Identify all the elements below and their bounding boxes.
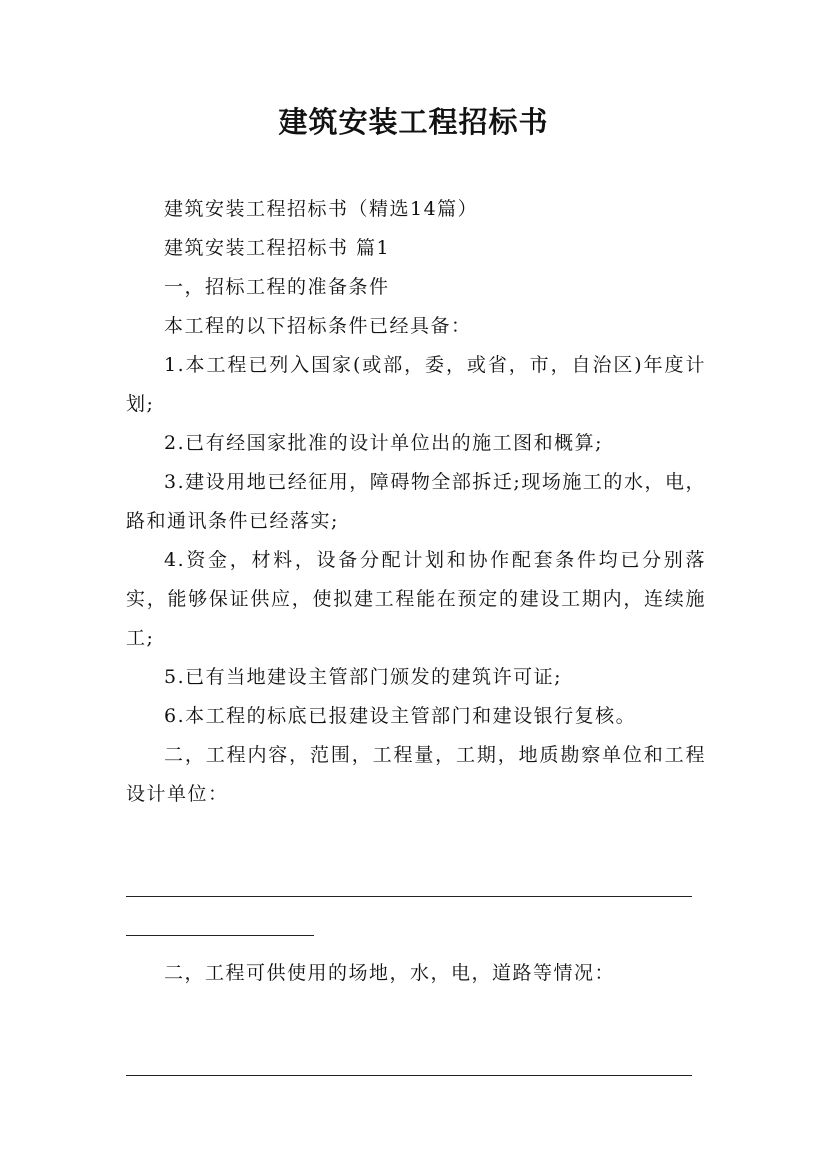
divider-line [126,935,314,936]
fill-in-line [126,1055,706,1094]
paragraph-conditions-intro: 本工程的以下招标条件已经具备： [164,315,472,337]
paragraph-condition-1: 1.本工程已列入国家(或部，委，或省，市，自治区)年度计划; [126,354,706,415]
paragraph-condition-5: 5.已有当地建设主管部门颁发的建筑许可证; [164,666,563,688]
paragraph-condition-4: 4.资金，材料，设备分配计划和协作配套条件均已分别落实，能够保证供应，使拟建工程能在预定的建设工期内，连续施工; [126,549,706,649]
paragraph-article-heading: 建筑安装工程招标书 篇1 [164,237,391,259]
divider-line [126,896,692,897]
paragraph-condition-6: 6.本工程的标底已报建设主管部门和建设银行复核。 [164,705,637,727]
blank-space [126,993,706,1055]
divider-line [126,1075,692,1076]
paragraph-site-conditions-heading: 二，工程可供使用的场地，水，电，道路等情况： [164,962,616,984]
paragraph-condition-3: 3.建设用地已经征用，障碍物全部拆迁;现场施工的水，电，路和通讯条件已经落实; [126,471,706,532]
fill-in-line [126,876,706,915]
blank-space [126,814,706,876]
fill-in-line [126,915,706,954]
paragraph-subtitle: 建筑安装工程招标书（精选14篇） [164,198,479,220]
document-title: 建筑安装工程招标书 [278,105,549,139]
paragraph-section-two-heading: 二，工程内容，范围，工程量，工期，地质勘察单位和工程设计单位： [126,744,706,805]
paragraph-section-one-heading: 一，招标工程的准备条件 [164,276,390,298]
paragraph-condition-2: 2.已有经国家批准的设计单位出的施工图和概算; [164,432,604,454]
document-body [126,190,706,1094]
